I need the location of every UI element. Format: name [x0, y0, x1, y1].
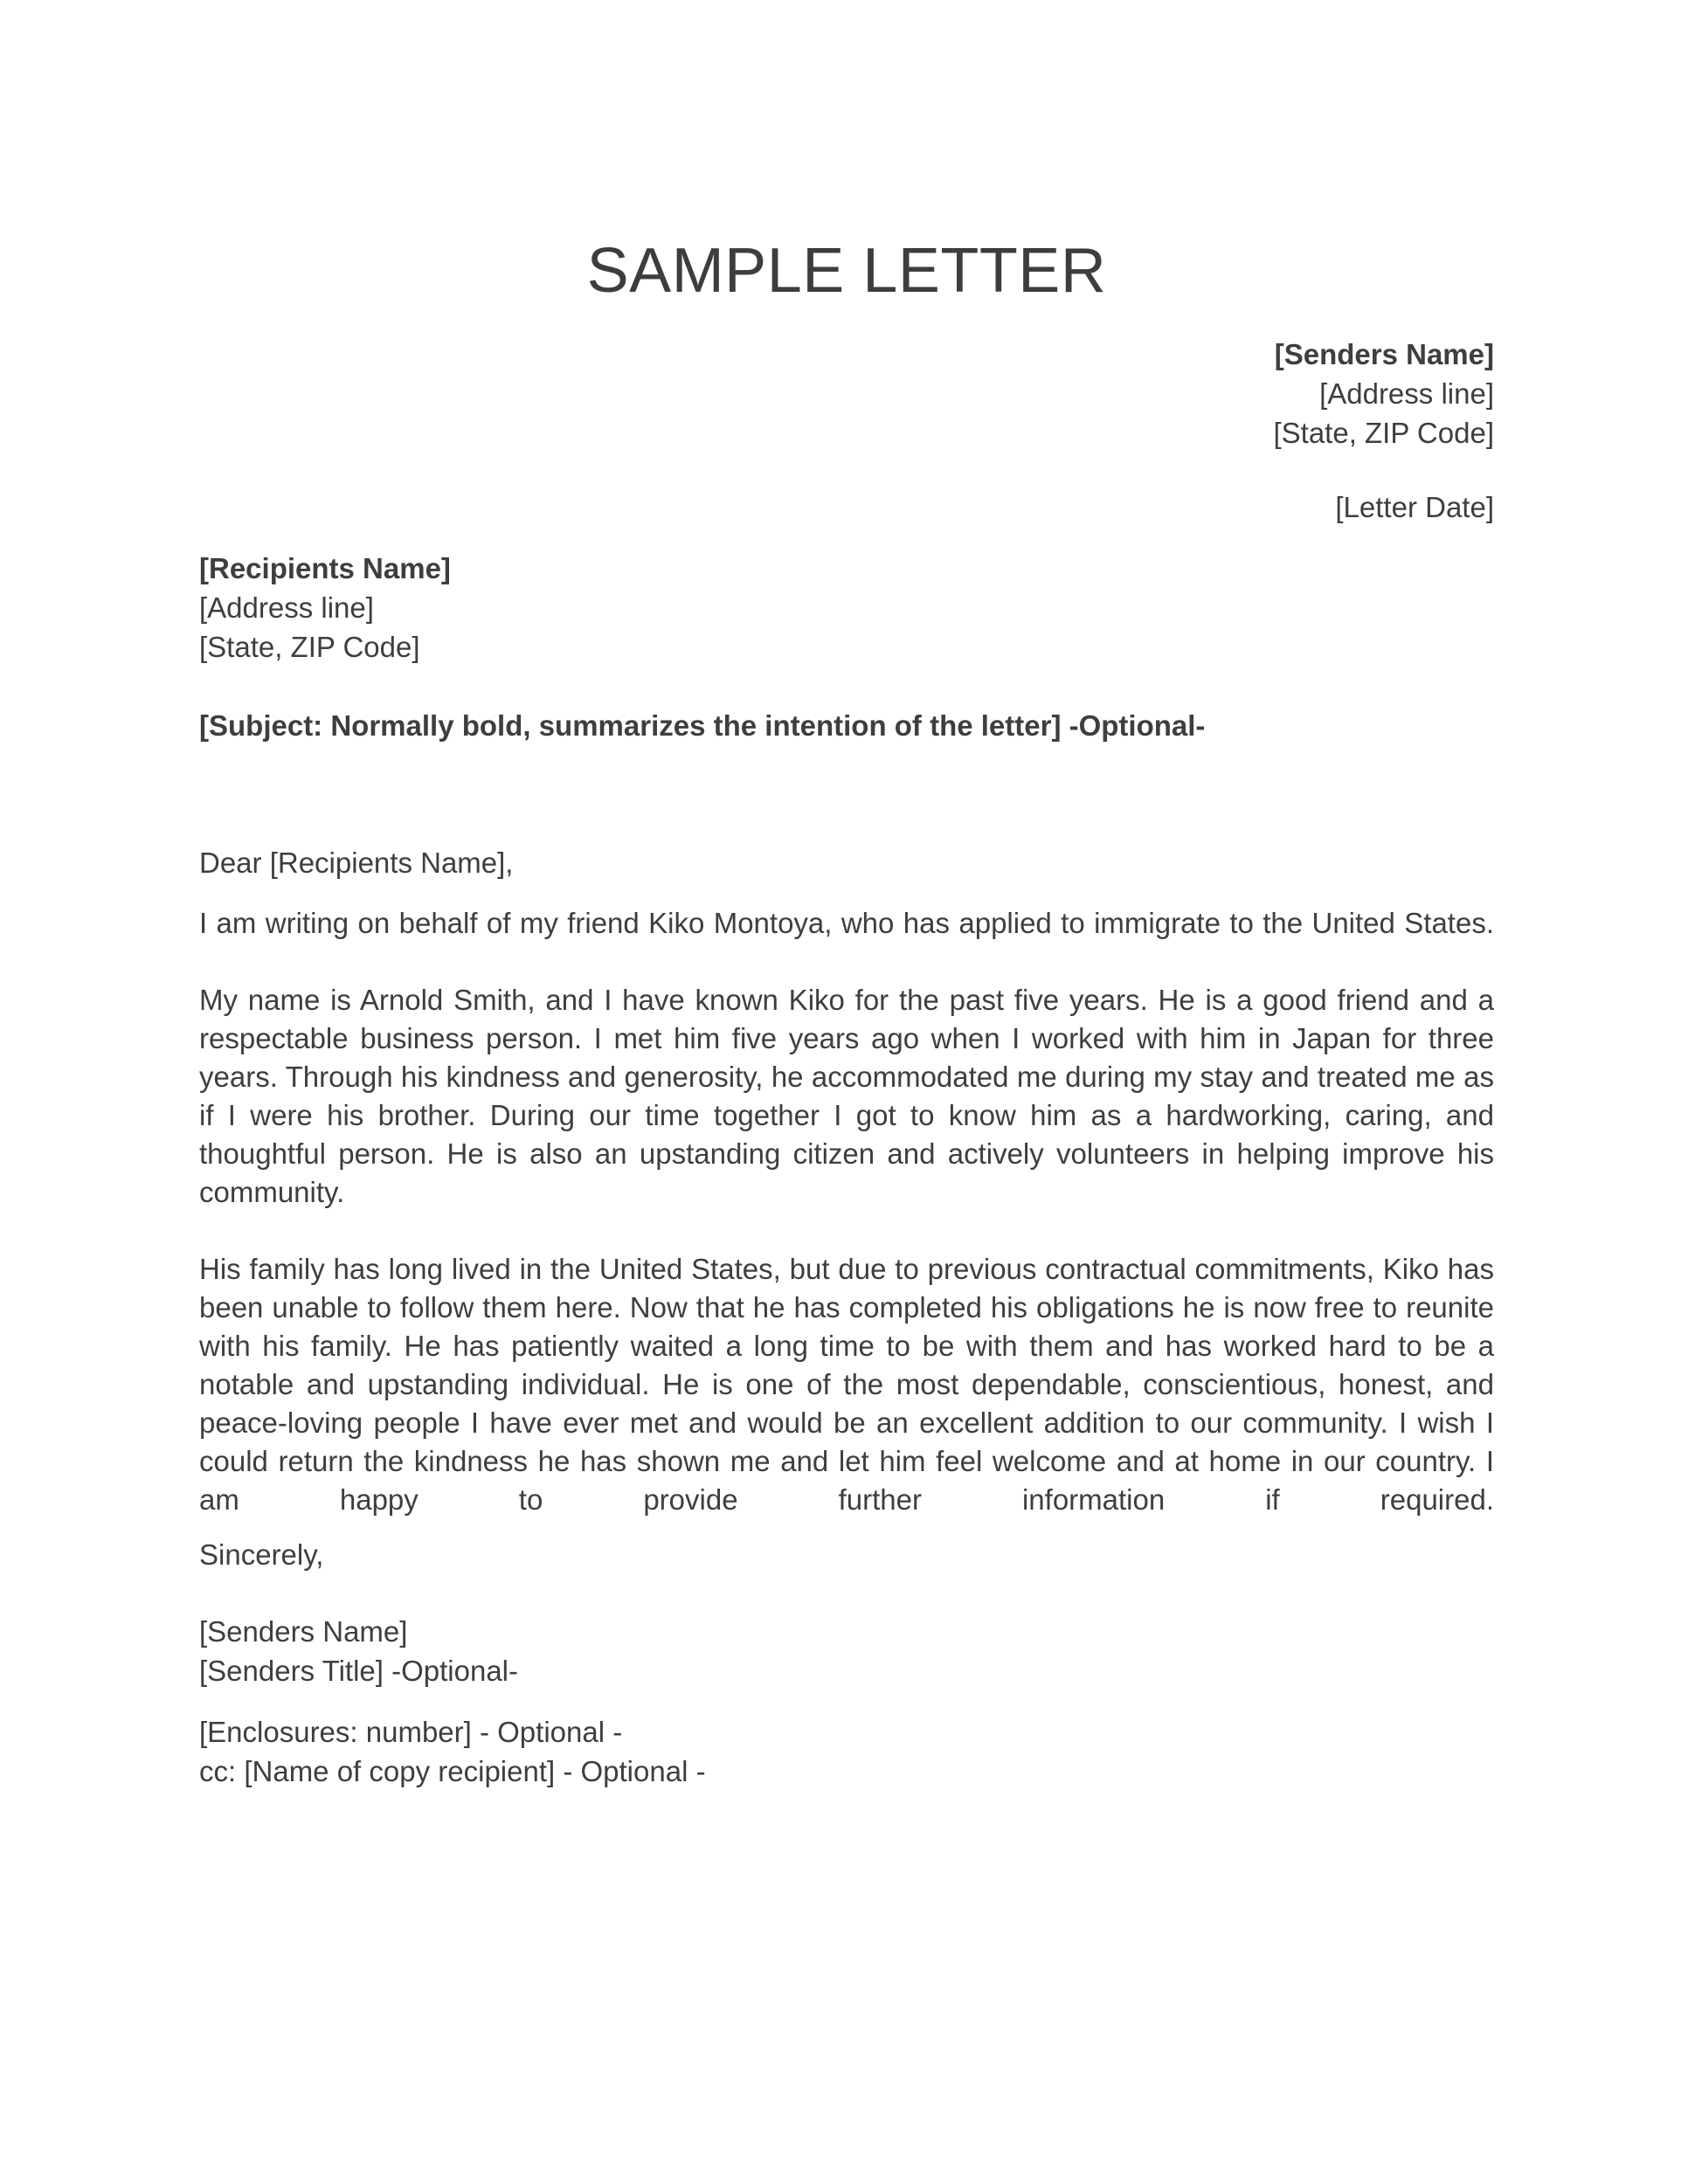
- sender-address-line: [Address line]: [1319, 377, 1494, 410]
- salutation: Dear [Recipients Name],: [199, 847, 514, 879]
- subject-line: [Subject: Normally bold, summarizes the intention of the letter] -Optional-: [199, 709, 1206, 742]
- recipient-state-zip: [State, ZIP Code]: [199, 631, 420, 663]
- body-paragraph-2: My name is Arnold Smith, and I have known Kiko for the past five years. He is a good friend and a respectable business person. I met him five years ago when I worked with him in Japan for three years. Through his kindness and generosity, he accommodated me during my stay and treated me as if I were his brother. During our time together I got to know him as a hardworking, caring, and thoughtful person. He is also an upstanding citizen and actively volunteers in helping improve his community.: [199, 984, 1494, 1208]
- signature-block: [199, 1612, 1494, 1690]
- body-paragraph-3: His family has long lived in the United States, but due to previous contractual commitments, Kiko has been unable to follow them here. Now that he has completed his obligations he is now free to reunite with his family. He has patiently waited a long time to be with them and has worked hard to be a notable and upstanding individual. He is one of the most dependable, conscientious, honest, and peace-loving people I have ever met and would be an excellent addition to our community. I wish I could return the kindness he has shown me and let him feel welcome and at home in our country. I am happy to provide further information if required.: [199, 1253, 1494, 1516]
- signature-title: [Senders Title] -Optional-: [199, 1655, 518, 1687]
- sender-name: [Senders Name]: [1274, 338, 1494, 370]
- sender-state-zip: [State, ZIP Code]: [1273, 417, 1494, 449]
- page-title: SAMPLE LETTER: [586, 236, 1107, 306]
- signature-name: [Senders Name]: [199, 1615, 408, 1648]
- recipient-name: [Recipients Name]: [199, 552, 451, 584]
- recipient-block: [199, 549, 1494, 667]
- enclosures-block: [199, 1712, 1494, 1791]
- letter-date: [Letter Date]: [1335, 491, 1494, 523]
- letter-content: [199, 0, 1494, 1791]
- body-paragraph-1: I am writing on behalf of my friend Kiko Montoya, who has applied to immigrate to the United States.: [199, 907, 1494, 939]
- cc-line: cc: [Name of copy recipient] - Optional -: [199, 1755, 706, 1787]
- closing: Sincerely,: [199, 1538, 324, 1571]
- sender-block: [199, 335, 1494, 453]
- enclosures-line: [Enclosures: number] - Optional -: [199, 1716, 623, 1748]
- recipient-address-line: [Address line]: [199, 591, 374, 624]
